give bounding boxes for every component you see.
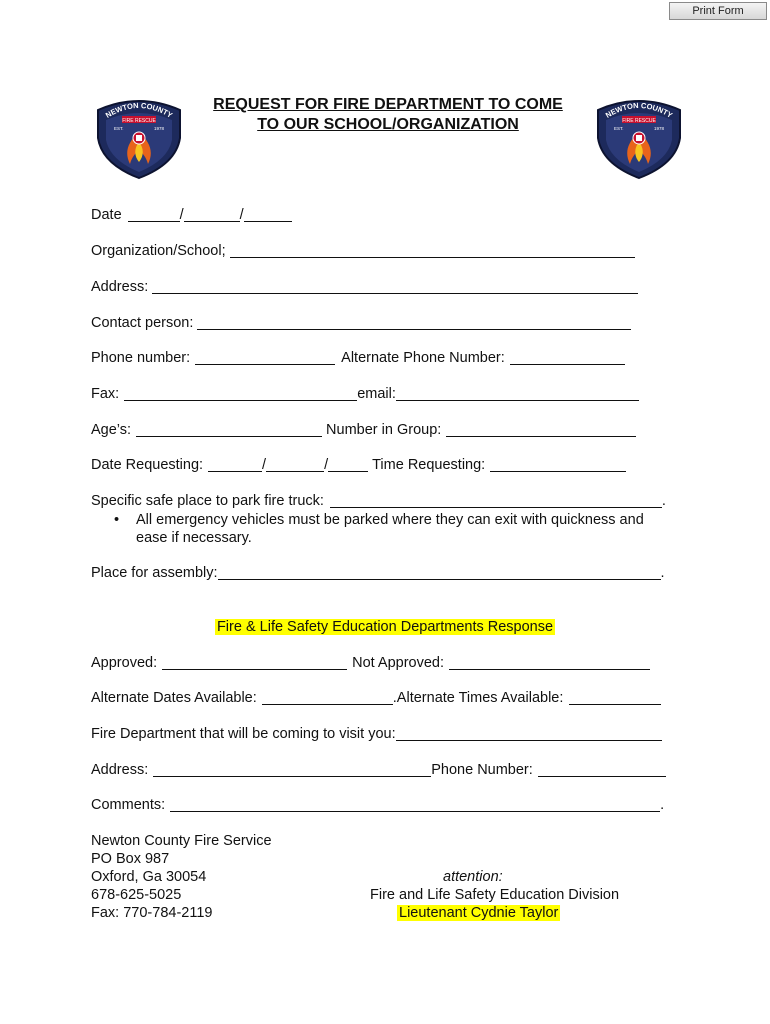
contact-name (397, 904, 560, 922)
footer-org: Newton County Fire Service (91, 833, 272, 849)
fax-label: Fax: (91, 386, 120, 402)
form-title-line2: TO OUR SCHOOL/ORGANIZATION (257, 116, 519, 133)
approved-label: Approved: (91, 655, 158, 671)
requested-month-field[interactable] (208, 457, 262, 472)
fire-department-field[interactable] (396, 726, 662, 741)
fire-department-row (91, 724, 662, 744)
logo-top-text: NEWTON COUNTY (103, 100, 175, 120)
footer-fax: Fax: 770-784-2119 (91, 905, 213, 921)
comments-label: Comments: (91, 797, 166, 813)
logo-year-text: 1978 (654, 126, 665, 131)
response-address-label: Address: (91, 762, 149, 778)
logo-banner-text: FIRE RESCUE (122, 118, 156, 124)
park-truck-row (91, 491, 666, 511)
ages-field[interactable] (136, 422, 322, 437)
phone-label: Phone number: (91, 350, 191, 366)
alternate-phone-field[interactable] (510, 350, 625, 365)
comments-field[interactable] (170, 797, 660, 812)
alternate-dates-field[interactable] (262, 690, 393, 705)
logo-year-text: 1978 (154, 126, 165, 131)
fire-dept-label: Fire Department that will be coming to visit you: (91, 726, 396, 742)
bullet-icon: • (114, 512, 120, 528)
number-in-group-label: Number in Group: (326, 422, 442, 438)
organization-field[interactable] (230, 243, 635, 258)
period: . (660, 797, 665, 813)
approved-field[interactable] (162, 655, 347, 670)
requested-day-field[interactable] (266, 457, 324, 472)
ages-label: Age’s: (91, 422, 132, 438)
alt-times-label: .Alternate Times Available: (392, 690, 564, 706)
footer-phone: 678-625-5025 (91, 887, 182, 903)
time-requesting-label: Time Requesting: (372, 457, 486, 473)
address-row (91, 277, 638, 297)
date-separator: / (179, 207, 184, 223)
response-heading-text: Fire & Life Safety Education Departments Response (216, 619, 554, 635)
contact-name-text: Lieutenant Cydnie Taylor (399, 905, 559, 921)
parking-note-line1: All emergency vehicles must be parked where they can exit with quickness and (136, 512, 644, 528)
assembly-label: Place for assembly: (91, 565, 218, 581)
date-separator: / (324, 457, 329, 473)
alt-phone-label: Alternate Phone Number: (341, 350, 505, 366)
assembly-field[interactable] (218, 565, 661, 580)
phone-row (91, 348, 625, 368)
address-label: Address: (91, 279, 149, 295)
email-label: email: (357, 386, 396, 402)
comments-row (91, 795, 664, 815)
response-address-row (91, 760, 666, 780)
organization-row (91, 241, 635, 261)
date-label: Date (91, 207, 122, 223)
logo-banner-text: FIRE RESCUE (622, 118, 656, 124)
alternate-dates-row (91, 688, 661, 708)
footer-po-box: PO Box 987 (91, 851, 170, 867)
period: . (660, 565, 665, 581)
date-separator: / (262, 457, 267, 473)
park-truck-label: Specific safe place to park fire truck: (91, 493, 324, 509)
date-time-requesting-row (91, 455, 626, 475)
date-row (91, 205, 292, 225)
email-field[interactable] (396, 386, 639, 401)
phone-number-label: Phone Number: (431, 762, 533, 778)
contact-person-field[interactable] (197, 315, 631, 330)
alt-dates-label: Alternate Dates Available: (91, 690, 257, 706)
form-title (160, 95, 616, 135)
logo-est-text: EST. (614, 126, 624, 131)
response-heading (0, 618, 770, 636)
response-address-field[interactable] (153, 762, 431, 777)
logo-est-text: EST. (114, 126, 124, 131)
parking-note-line2: ease if necessary. (136, 530, 252, 546)
date-year-field[interactable] (244, 207, 292, 222)
not-approved-label: Not Approved: (352, 655, 445, 671)
fax-field[interactable] (124, 386, 357, 401)
date-requesting-label: Date Requesting: (91, 457, 204, 473)
address-field[interactable] (152, 279, 638, 294)
alternate-times-field[interactable] (569, 690, 661, 705)
ages-row (91, 420, 636, 440)
period: . (661, 493, 666, 509)
not-approved-field[interactable] (449, 655, 650, 670)
date-day-field[interactable] (184, 207, 240, 222)
footer-city: Oxford, Ga 30054 (91, 869, 207, 885)
fax-email-row (91, 384, 639, 404)
park-truck-field[interactable] (330, 493, 662, 508)
assembly-row (91, 563, 665, 583)
response-phone-field[interactable] (538, 762, 666, 777)
attention-label: attention: (443, 869, 503, 885)
form-title-line1: REQUEST FOR FIRE DEPARTMENT TO COME (213, 96, 563, 113)
contact-label: Contact person: (91, 315, 194, 331)
approved-row (91, 653, 650, 673)
number-in-group-field[interactable] (446, 422, 636, 437)
phone-number-field[interactable] (195, 350, 335, 365)
date-separator: / (239, 207, 244, 223)
time-requesting-field[interactable] (490, 457, 626, 472)
logo-top-text: NEWTON COUNTY (603, 100, 675, 120)
date-month-field[interactable] (128, 207, 180, 222)
division-name: Fire and Life Safety Education Division (370, 887, 620, 903)
requested-year-field[interactable] (328, 457, 368, 472)
print-form-button[interactable]: Print Form (669, 2, 767, 20)
contact-row (91, 313, 631, 333)
organization-label: Organization/School; (91, 243, 226, 259)
